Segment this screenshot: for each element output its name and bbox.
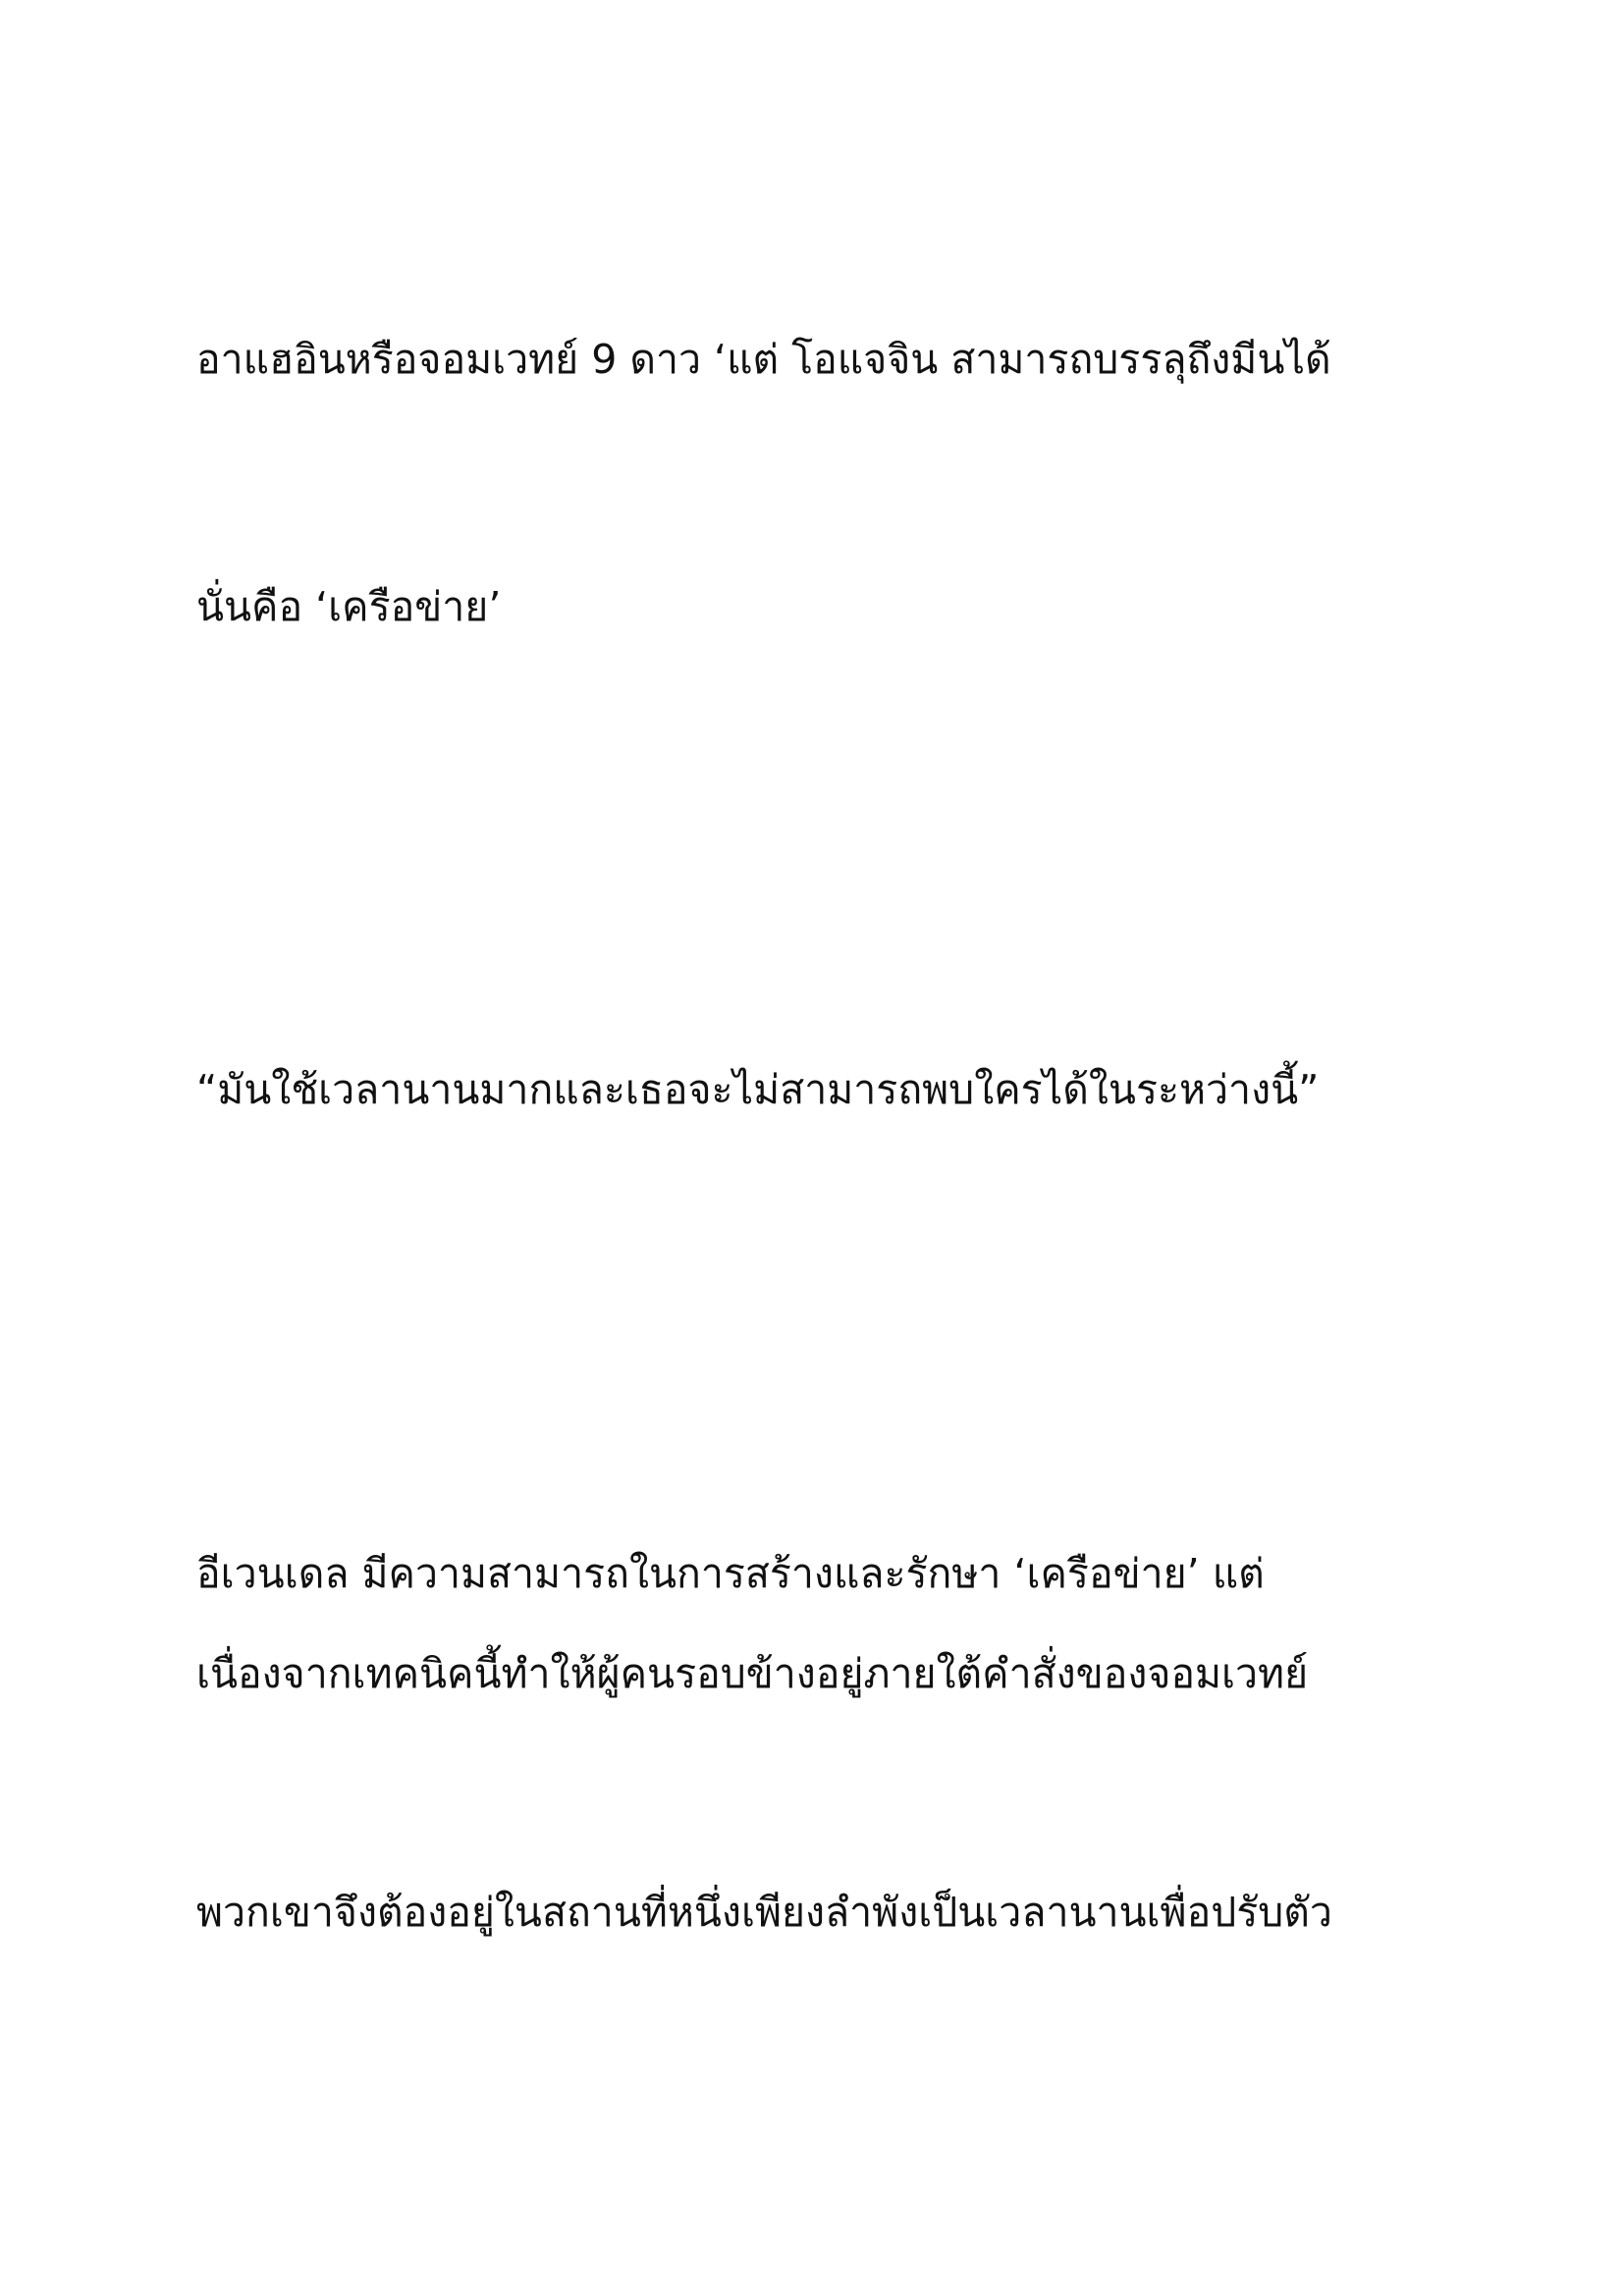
dialogue-line: “มันใช้เวลานานมากและเธอจะไม่สามารถพบใครได้ในระหว่างนี้”	[196, 1066, 1320, 1113]
paragraph-line: นั่นคือ ‘เครือข่าย’	[196, 583, 502, 630]
paragraph-line: เนื่องจากเทคนิคนี้ทำให้ผู้คนรอบข้างอยู่ภายใต้คำสั่งของจอมเวทย์	[196, 1650, 1309, 1697]
paragraph-line: อีเวนเดล มีความสามารถในการสร้างและรักษา ‘เครือข่าย’ แต่	[196, 1550, 1265, 1597]
paragraph-line: อาแฮอินหรือจอมเวทย์ 9 ดาว ‘แต่ โอแจจิน สามารถบรรลุถึงมีนได้	[196, 336, 1331, 383]
paragraph-line: พวกเขาจึงต้องอยู่ในสถานที่หนึ่งเพียงลำพังเป็นเวลานานเพื่อปรับตัว	[196, 1889, 1332, 1936]
